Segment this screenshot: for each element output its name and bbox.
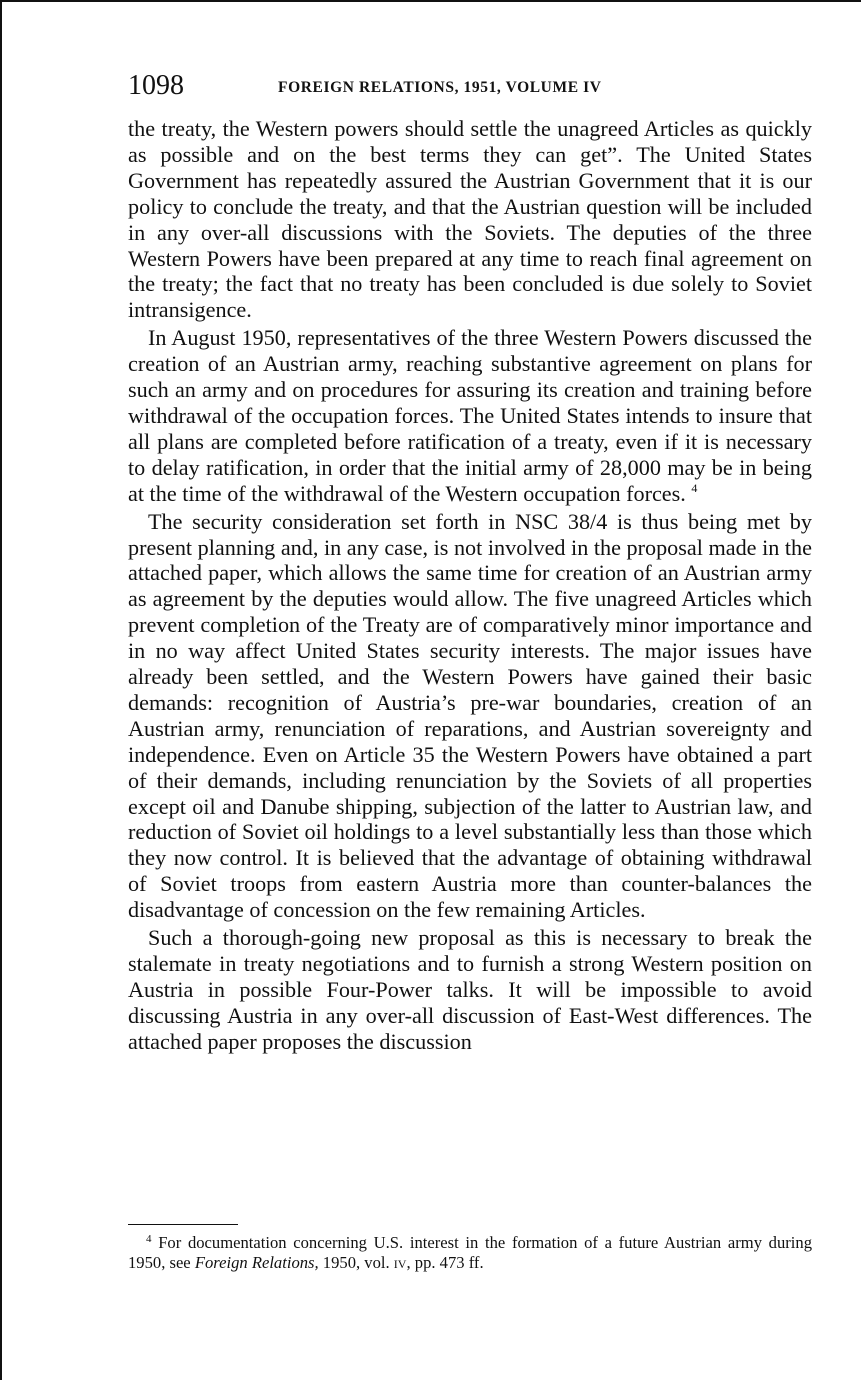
footnote-volume: iv xyxy=(393,1253,407,1272)
paragraph-security-consideration: The security consideration set forth in NSC 38/4 is thus being met by present planning and, in any case, is not involved in the proposal made in the attached paper, which allows the same time for creation of an Austrian army as agreement by the deputies would allow. The five unagreed Articles which prevent completion of the Treaty are of comparatively minor importance and in no way affect United States security interests. The major issues have already been settled, and the Western Powers have gained their basic demands: recognition of Austria’s pre-war boundaries, creation of an Austrian army, renunciation of reparations, and Austrian sovereignty and independence. Even on Article 35 the Western Powers have obtained a part of their demands, including renunciation by the Soviets of all properties except oil and Danube shipping, subjection of the latter to Austrian law, and reduction of Soviet oil holdings to a level substantially less than those which they now control. It is believed that the advantage of obtaining withdrawal of Soviet troops from eastern Austria more than counter-balances the disadvantage of concession on the few remaining Articles. xyxy=(128,508,812,923)
footnote-title: Foreign Relations, xyxy=(194,1253,319,1272)
running-title: FOREIGN RELATIONS, 1951, VOLUME IV xyxy=(278,79,602,96)
footnote xyxy=(128,1233,812,1273)
footnote-text-after: , pp. 473 ff. xyxy=(406,1253,484,1272)
page-number: 1098 xyxy=(128,70,184,101)
paragraph-austrian-army xyxy=(128,325,812,506)
footnote-reference[interactable]: 4 xyxy=(691,480,698,495)
page-header xyxy=(128,70,812,104)
paragraph-text: In August 1950, representatives of the three Western Powers discussed the creation of an Austrian army, reaching substantive agreement on plans for such an army and on procedures for assuring its creation and training before withdrawal of the occupation forces. The United States intends to insure that all plans are completed before ratification of a treaty, even if it is necessary to delay ratification, in order that the initial army of 28,000 may be in being at the time of the withdrawal of the Western occupation forces. xyxy=(128,325,812,506)
footnote-text-mid: 1950, vol. xyxy=(318,1253,394,1272)
footnote-text-before: For documentation concerning U.S. interest in the formation of a future Austrian army during 1950, see xyxy=(128,1233,813,1272)
paragraph-continued: the treaty, the Western powers should settle the unagreed Articles as quickly as possible and on the best terms they can get”. The United States Government has repeatedly assured the Austrian Government that it is our policy to conclude the treaty, and that the Austrian question will be included in any over-all discussions with the Soviets. The deputies of the three Western Powers have been prepared at any time to reach final agreement on the treaty; the fact that no treaty has been concluded is due solely to Soviet intransigence. xyxy=(128,116,812,323)
footnote-mark: 4 xyxy=(146,1233,152,1245)
footnote-divider xyxy=(128,1224,238,1225)
paragraph-new-proposal: Such a thorough-going new proposal as this is necessary to break the stalemate in treaty negotiations and to furnish a strong Western position on Austria in possible Four-Power talks. It will be impossible to avoid discussing Austria in any over-all discussion of East-West differences. The attached paper proposes the discussion xyxy=(128,925,812,1054)
body-text xyxy=(128,116,812,1057)
